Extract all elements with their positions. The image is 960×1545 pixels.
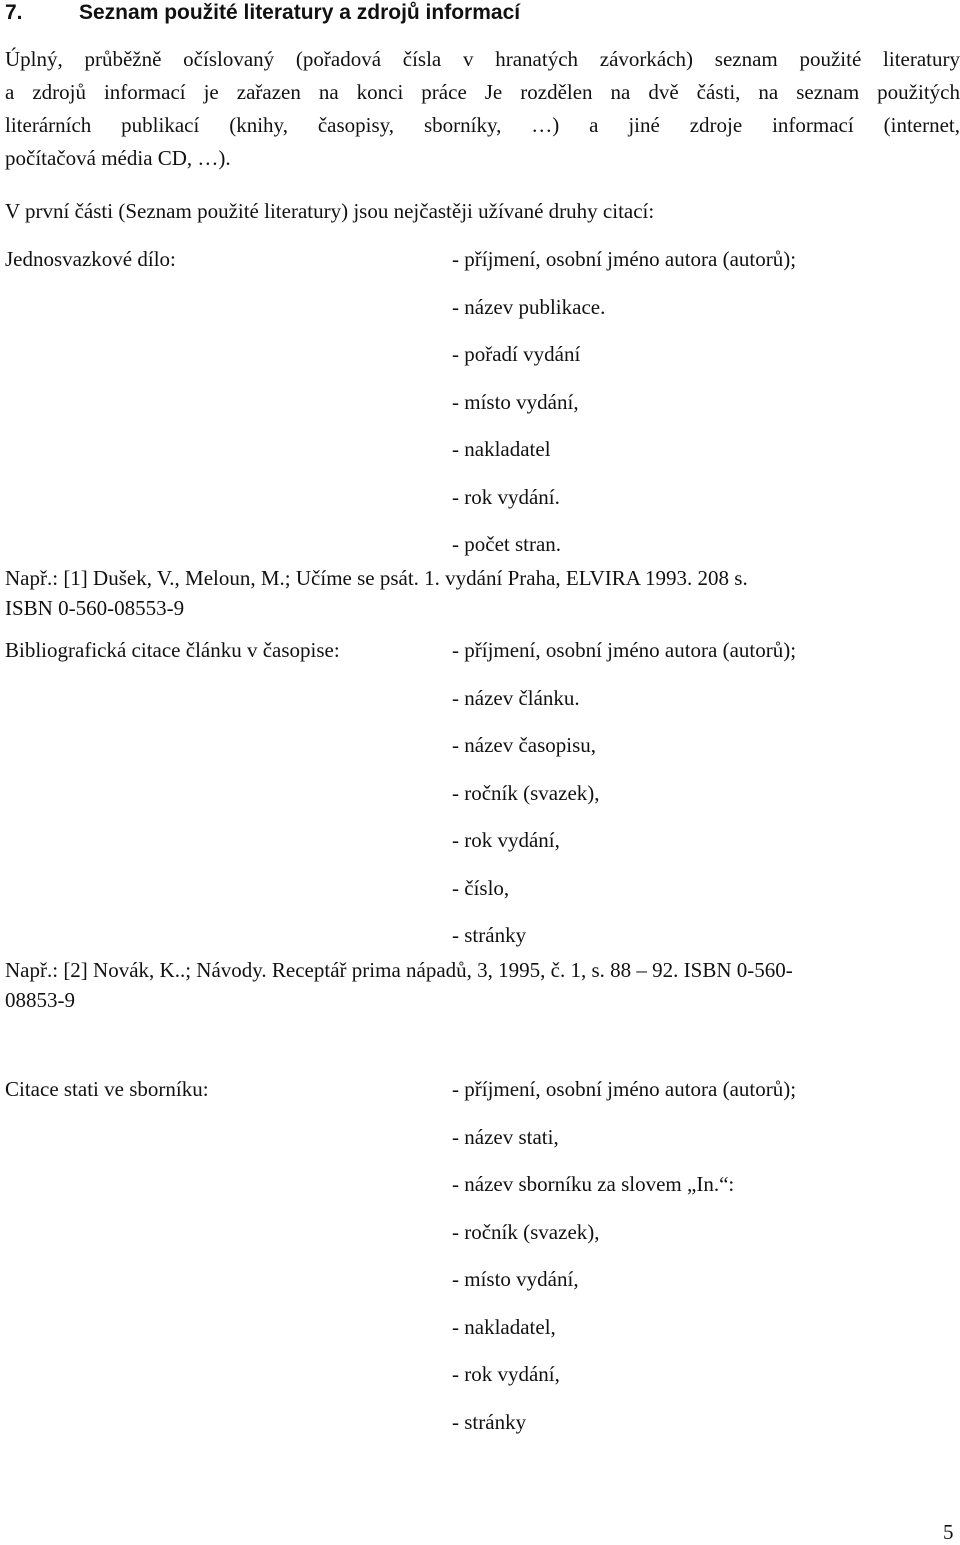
list-item: - stránky (452, 1409, 527, 1434)
intro-line: literárních publikací (knihy, časopisy, sborníky, …) a jiné zdroje informací (internet, (5, 113, 960, 137)
section-title: Seznam použité literatury a zdrojů informací (79, 1, 521, 24)
intro-line: a zdrojů informací je zařazen na konci práce Je rozdělen na dvě části, na seznam použitých (5, 80, 960, 104)
list-item: - příjmení, osobní jméno autora (autorů); (452, 638, 797, 662)
list-item: - nakladatel (452, 437, 551, 461)
book-citation-label: Jednosvazkové dílo: (5, 247, 176, 271)
proceedings-citation-fields (452, 1076, 796, 1456)
list-item: - rok vydání, (452, 828, 560, 852)
list-item: - název časopisu, (452, 733, 597, 757)
list-item: - počet stran. (452, 532, 562, 556)
list-item: - příjmení, osobní jméno autora (autorů); (452, 247, 797, 271)
list-item: - název sborníku za slovem „In.“: (452, 1172, 735, 1196)
book-citation-fields (452, 246, 796, 579)
intro-line: počítačová média CD, …). (5, 146, 231, 170)
list-item: - stránky (452, 923, 527, 947)
page-number: 5 (943, 1520, 954, 1544)
list-item: - název publikace. (452, 294, 606, 319)
list-item: - nakladatel, (452, 1314, 556, 1339)
article-citation-fields (452, 637, 796, 970)
intro-paragraph (5, 43, 960, 175)
list-item: - pořadí vydání (452, 342, 581, 366)
list-item: - ročník (svazek), (452, 1219, 600, 1244)
list-item: - rok vydání. (452, 484, 560, 509)
list-item: - název článku. (452, 685, 580, 710)
article-example-isbn: 08853-9 (5, 988, 75, 1012)
intro-line: Úplný, průběžně očíslovaný (pořadová čísla v hranatých závorkách) seznam použité literatury (5, 47, 960, 71)
list-item: - rok vydání, (452, 1362, 560, 1386)
list-item: - ročník (svazek), (452, 780, 600, 805)
section-number: 7. (5, 1, 23, 24)
article-example-line: Např.: [2] Novák, K..; Návody. Receptář prima nápadů, 3, 1995, č. 1, s. 88 – 92. ISBN 0-560- (5, 958, 793, 982)
list-item: - místo vydání, (452, 1267, 579, 1291)
article-citation-label: Bibliografická citace článku v časopise: (5, 638, 340, 662)
book-example-isbn: ISBN 0-560-08553-9 (5, 596, 185, 620)
list-item: - název stati, (452, 1124, 559, 1149)
list-item: - místo vydání, (452, 389, 579, 414)
book-example-line: Např.: [1] Dušek, V., Meloun, M.; Učíme se psát. 1. vydání Praha, ELVIRA 1993. 208 s. (5, 566, 748, 590)
proceedings-citation-label: Citace stati ve sborníku: (5, 1077, 209, 1101)
section-heading (5, 0, 520, 26)
list-item: - příjmení, osobní jméno autora (autorů); (452, 1077, 797, 1101)
list-item: - číslo, (452, 875, 510, 900)
first-part-sentence: V první části (Seznam použité literatury) jsou nejčastěji užívané druhy citací: (5, 199, 655, 223)
